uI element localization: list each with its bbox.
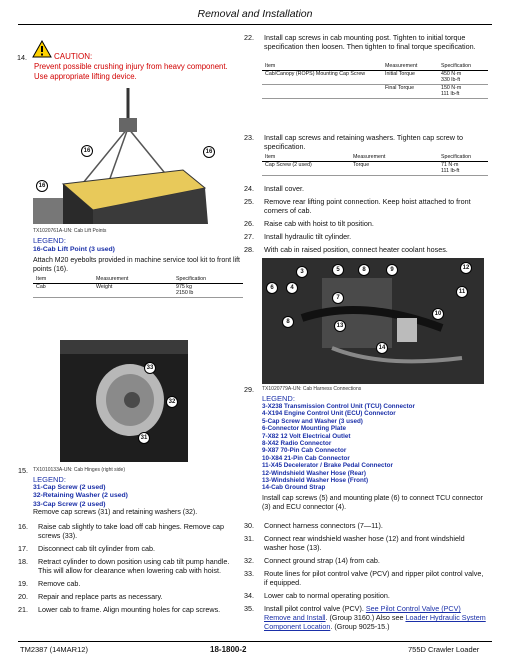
table-header: Item	[33, 276, 93, 283]
legend-item: 16-Cab Lift Point (3 used)	[33, 246, 115, 253]
legend-item: 31-Cap Screw (2 used)	[33, 484, 106, 491]
table-header: Specification	[173, 276, 243, 283]
footer-rule	[18, 641, 492, 642]
step-item: 33. Route lines for pilot control valve (PCV) and ripper pilot control valve, if equipped.	[244, 569, 484, 587]
step-number: 29.	[244, 385, 254, 394]
header-rule	[18, 24, 492, 25]
step-item: 17. Disconnect cab tilt cylinder from cab.	[18, 544, 156, 553]
step-item: 24. Install cover.	[244, 184, 304, 193]
callout-16: 16	[81, 145, 93, 157]
step-item: 20. Repair and replace parts as necessary.	[18, 592, 163, 601]
legend-item: 32-Retaining Washer (2 used)	[33, 492, 128, 500]
callout-16: 16	[203, 146, 215, 158]
callout-6: 6	[266, 282, 278, 294]
caution-label: CAUTION:	[54, 52, 93, 61]
callout-16: 16	[36, 180, 48, 192]
step-item: 21. Lower cab to frame. Align mounting holes for cap screws.	[18, 605, 221, 614]
step-item: 31. Connect rear windshield washer hose (12) and front windshield washer hose (13).	[244, 534, 465, 552]
callout-13: 13	[334, 320, 346, 332]
table-cell: Weight	[93, 283, 173, 297]
callout-10: 10	[432, 308, 444, 320]
callout-11: 11	[456, 286, 468, 298]
callout-12: 12	[460, 262, 472, 274]
callout-5: 5	[332, 264, 344, 276]
legend-item: 5-Cap Screw and Washer (3 used)	[262, 417, 363, 425]
callout-32: 32	[166, 396, 178, 408]
spec-table	[33, 276, 243, 298]
callout-8: 8	[358, 264, 370, 276]
instruction-text: Install cap screws (5) and mounting plate (6) to connect TCU connector (3) and ECU connector (4).	[262, 495, 483, 511]
step-item: 25. Remove rear lifting point connection. Keep hoist attached to front corners of cab.	[244, 197, 471, 215]
table-cell: Cab	[33, 283, 93, 297]
warning-icon	[32, 40, 52, 58]
step-item: 22. Install cap screws in cab mounting post. Tighten to initial torque specification then loosen. Then tighten to final torque specification.	[244, 33, 476, 51]
step-item: 35. Install pilot control valve (PCV). See Pilot Control Valve (PCV) Remove and Install. (Group 3160.) Also see Loader Hydraulic System Component Location. (Group 9025-15.)	[244, 604, 486, 631]
legend-item: 3-X238 Transmission Control Unit (TCU) Connector	[262, 403, 415, 410]
legend-item: 33-Cap Screw (2 used)	[33, 500, 106, 508]
legend-item: 7-X82 12 Volt Electrical Outlet	[262, 432, 351, 440]
step-item: 27. Install hydraulic tilt cylinder.	[244, 232, 352, 241]
footer-page-number: 18-1800-2	[210, 645, 247, 654]
footer-manual-id: TM2387 (14MAR12)	[20, 645, 88, 654]
legend-item: 11-X45 Decelerator / Brake Pedal Connector	[262, 462, 393, 470]
callout-7: 7	[332, 292, 344, 304]
callout-14: 14	[376, 342, 388, 354]
legend-item: 14-Cab Ground Strap	[262, 484, 326, 492]
legend-item: 9-X87 70-Pin Cab Connector	[262, 447, 347, 455]
table-cell: 975 kg	[176, 283, 192, 290]
legend-title: LEGEND:	[262, 394, 295, 403]
step-item: 30. Connect harness connectors (7—11).	[244, 521, 383, 530]
torque-table: Item Measurement Specification Cab/Canopy (ROPS) Mounting Cap Screw Initial Torque 450 N·m 330 lb-ft Final Torque 150 N·m 111 lb-ft	[262, 63, 488, 99]
figure-caption: TX1020779A-UN: Cab Harness Connections	[262, 386, 362, 392]
instruction-text: Attach M20 eyebolts provided in machine service tool kit to front lift points (16).	[33, 257, 240, 273]
instruction-text: Remove cap screws (31) and retaining washers (32).	[33, 509, 198, 516]
callout-31: 31	[138, 432, 150, 444]
cab-lift-photo	[33, 88, 223, 224]
step-item: 32. Connect ground strap (14) from cab.	[244, 556, 380, 565]
callout-3: 3	[296, 266, 308, 278]
step-item: 34. Lower cab to normal operating position.	[244, 591, 390, 600]
step-number: 15.	[18, 466, 28, 475]
legend-title: LEGEND:	[33, 236, 66, 245]
step-item: 26. Raise cab with hoist to tilt position.	[244, 219, 374, 228]
step-number: 14.	[17, 53, 27, 62]
torque-table: Item Measurement Specification Cap Screw (2 used) Torque 71 N·m 111 lb-ft	[262, 154, 488, 176]
step-item: 28. With cab in raised position, connect heater coolant hoses.	[244, 245, 448, 254]
table-header: Measurement	[93, 276, 173, 283]
step-item: 23. Install cap screws and retaining washers. Tighten cap screw to specification.	[244, 133, 463, 151]
legend-item: 13-Windshield Washer Hose (Front)	[262, 477, 369, 485]
hydraulic-location-link[interactable]: Loader Hydraulic System Component Location	[264, 613, 486, 631]
step-item: 18. Retract cylinder to down position using cab tilt pump handle. This will allow for clearance when lowering cab with hoist.	[18, 557, 230, 575]
legend-item: 10-X84 21-Pin Cab Connector	[262, 454, 350, 462]
figure-caption: TX1010133A-UN: Cab Hinges (right side)	[33, 467, 125, 473]
callout-8: 8	[282, 316, 294, 328]
caution-text-2: Use appropriate lifting device.	[34, 72, 137, 81]
cab-hinge-photo	[60, 340, 188, 462]
callout-4: 4	[286, 282, 298, 294]
figure-caption: TX1020761A-UN: Cab Lift Points	[33, 228, 107, 234]
legend-item: 6-Connector Mounting Plate	[262, 425, 346, 433]
pcv-link[interactable]: See Pilot Control Valve (PCV) Remove and Install	[264, 604, 461, 622]
page-title: Removal and Installation	[197, 8, 313, 20]
caution-text-1: Prevent possible crushing injury from heavy component.	[34, 62, 228, 71]
step-item: 19. Remove cab.	[18, 579, 81, 588]
callout-9: 9	[386, 264, 398, 276]
harness-legend	[262, 403, 488, 492]
step-item: 16. Raise cab slightly to take load off cab hinges. Remove cap screws (33).	[18, 522, 225, 540]
cab-harness-photo	[262, 258, 484, 384]
footer-model: 755D Crawler Loader	[408, 645, 480, 654]
callout-33: 33	[144, 362, 156, 374]
legend-title: LEGEND:	[33, 475, 66, 484]
legend-item: 4-X194 Engine Control Unit (ECU) Connector	[262, 410, 396, 418]
table-cell: 2150 lb	[176, 290, 194, 296]
legend-item: 8-X42 Radio Connector	[262, 440, 332, 448]
legend-item: 12-Windshield Washer Hose (Rear)	[262, 469, 366, 477]
